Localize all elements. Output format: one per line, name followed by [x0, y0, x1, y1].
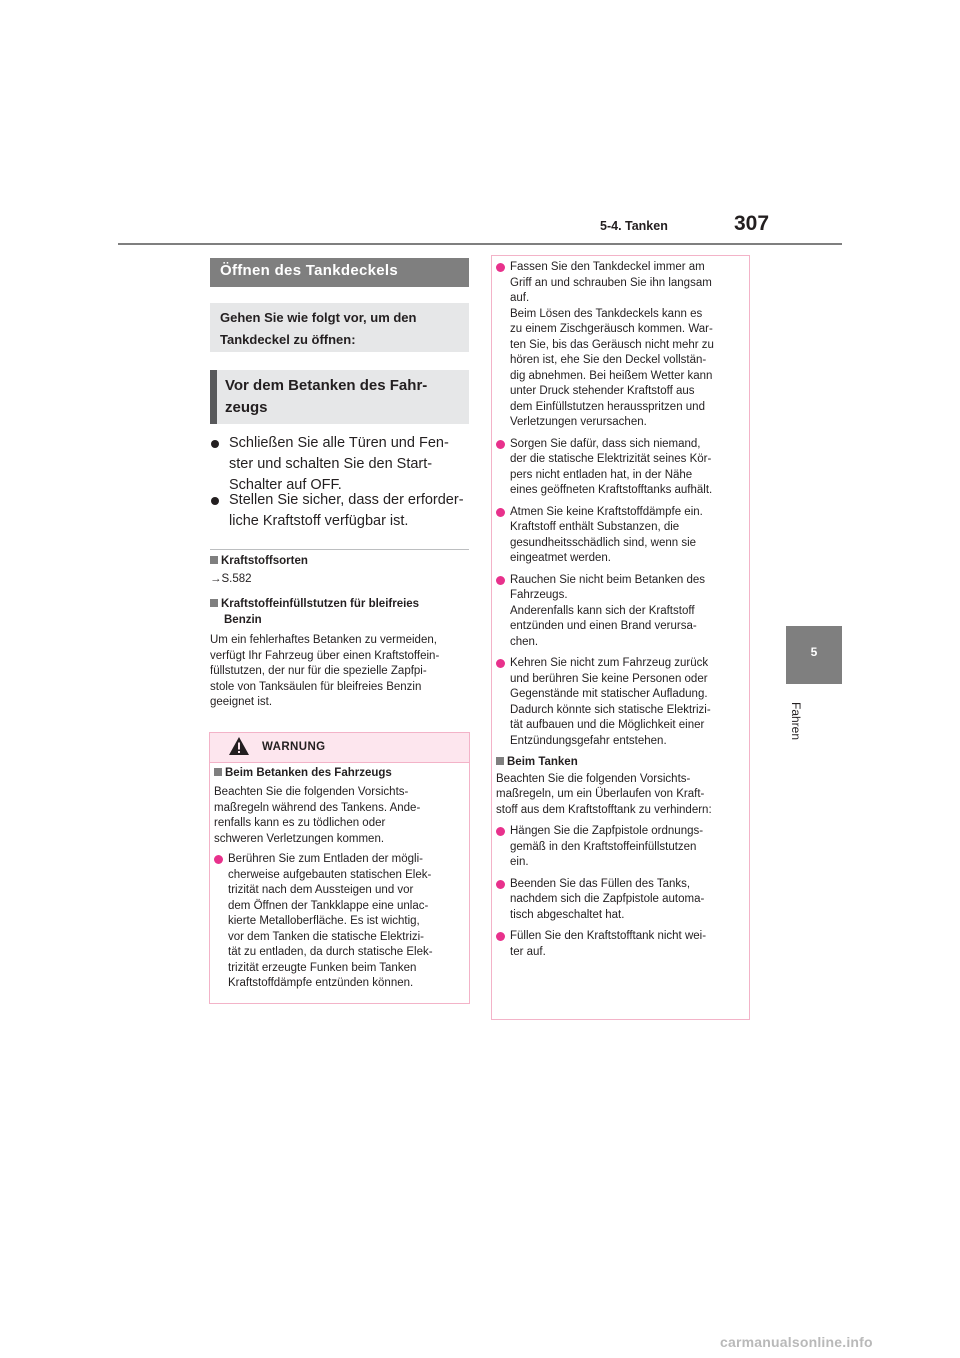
warning-heading: [214, 766, 464, 782]
page-number: 307: [734, 212, 770, 235]
page-reference-link[interactable]: →S.582: [210, 573, 252, 585]
section-heading: [210, 258, 469, 287]
warning-item-text: Atmen Sie keine Kraftstoffdämpfe ein. Kraftstoff enthält Substanzen, die gesundheitsschädlich sind, wenn sie eingeatmet werden.: [510, 505, 703, 564]
divider: [210, 549, 469, 550]
warning-item-text: Kehren Sie nicht zum Fahrzeug zurück und berühren Sie keine Personen oder Gegenstände mit statischer Aufladung. Dadurch könnte sich statische Elektrizi- tät aufbauen und die Möglichkeit einer Entzündungsgefahr entstehen.: [510, 657, 711, 747]
warning-item: [496, 505, 744, 567]
warning-label: WARNUNG: [262, 741, 326, 753]
subsection-heading: [210, 370, 469, 424]
warning-item-text: Füllen Sie den Kraftstofftank nicht wei- ter auf.: [510, 930, 707, 958]
warning-intro: Beachten Sie die folgenden Vorsichts- maßregeln, um ein Überlaufen von Kraft- stoff aus dem Kraftstofftank zu verhindern:: [496, 772, 712, 816]
warning-item: [496, 877, 744, 924]
square-bullet-icon: [496, 757, 504, 765]
subsection-heading-text: Vor dem Betanken des Fahr- zeugs: [225, 377, 428, 416]
info-heading-text: Kraftstoffsorten: [221, 555, 308, 567]
warning-item-text: Berühren Sie zum Entladen der mögli- cherweise aufgebauten statischen Elek- trizität nach dem Aussteigen und vor dem Öffnen der Tankklappe eine unlac- kierte Metalloberfläche. Es ist wichtig, vor dem Tanken die statische Elektrizi- tät zu entladen, da durch statische Elek- trizität erzeugte Funken beim Tanken Kraftstoffdämpfe entzünden können.: [228, 853, 433, 989]
intro-box: Gehen Sie wie folgt vor, um den Tankdeckel zu öffnen:: [210, 303, 469, 352]
info-text: Um ein fehlerhaftes Betanken zu vermeiden, verfügt Ihr Fahrzeug über einen Kraftstoffein- füllstutzen, der nur für die spezielle Zapfpi- stole von Tanksäulen für bleifreies Benzin geeignet ist.: [210, 634, 440, 708]
list-item: [210, 433, 472, 496]
bullet-icon: [496, 263, 505, 272]
info-heading: [210, 597, 484, 628]
info-heading: [210, 554, 470, 570]
warning-triangle-icon: [228, 736, 250, 756]
watermark: carmanualsonline.info: [720, 1334, 873, 1350]
bullet-icon: [496, 508, 505, 517]
bullet-icon: [211, 497, 219, 505]
warning-item: [496, 437, 744, 499]
bullet-icon: [496, 880, 505, 889]
bullet-icon: [496, 659, 505, 668]
warning-item: [496, 929, 744, 960]
warning-item: [214, 852, 466, 992]
chapter-tab[interactable]: [786, 626, 842, 684]
bullet-icon: [496, 827, 505, 836]
warning-item: [496, 656, 744, 749]
square-bullet-icon: [210, 556, 218, 564]
section-heading-text: Öffnen des Tankdeckels: [220, 262, 399, 279]
warning-item: [496, 824, 744, 871]
bullet-icon: [211, 440, 219, 448]
list-item-text: Stellen Sie sicher, dass der erforder- liche Kraftstoff verfügbar ist.: [229, 492, 464, 529]
square-bullet-icon: [214, 768, 222, 776]
bullet-icon: [496, 932, 505, 941]
chapter-number: 5: [810, 645, 818, 659]
warning-heading-text: Beim Tanken: [507, 756, 578, 768]
square-bullet-icon: [210, 599, 218, 607]
warning-item: [496, 260, 744, 431]
list-item: [210, 490, 472, 532]
warning-heading-text: Beim Betanken des Fahrzeugs: [225, 767, 392, 779]
bullet-icon: [214, 855, 223, 864]
chapter-label: Fahren: [789, 702, 803, 741]
warning-intro: Beachten Sie die folgenden Vorsichts- maßregeln während des Tankens. Ande- renfalls kann es zu tödlichen oder schweren Verletzungen kommen.: [214, 786, 421, 845]
warning-item-text: Beenden Sie das Füllen des Tanks, nachdem sich die Zapfpistole automa- tisch abgeschaltet hat.: [510, 877, 705, 921]
warning-item: [496, 573, 744, 651]
warning-item-text: Fassen Sie den Tankdeckel immer am Griff an und schrauben Sie ihn langsam auf. Beim Lösen des Tankdeckels kann es zu einem Zischgeräusch kommen. War- ten Sie, bis das Geräusch nicht mehr zu hören ist, ehe Sie den Deckel vollstän- dig abnehmen. Bei heißem Wetter kann unter Druck stehender Kraftstoff aus dem Einfüllstutzen herausspritzen und Verletzungen verursachen.: [510, 261, 714, 428]
section-title: 5-4. Tanken: [600, 219, 668, 233]
warning-item-text: Hängen Sie die Zapfpistole ordnungs- gemäß in den Kraftstoffeinfüllstutzen ein.: [510, 825, 704, 868]
list-item-text: Schließen Sie alle Türen und Fen- ster und schalten Sie den Start- Schalter auf OFF.: [229, 435, 449, 493]
warning-item-text: Rauchen Sie nicht beim Betanken des Fahrzeugs. Anderenfalls kann sich der Kraftstoff entzünden und einen Brand verursa- chen.: [510, 573, 705, 648]
header-divider: [118, 243, 842, 245]
warning-divider: [210, 762, 469, 763]
warning-heading: [496, 755, 744, 771]
warning-continued-column: [496, 260, 744, 966]
bullet-icon: [496, 576, 505, 585]
warning-item-text: Sorgen Sie dafür, dass sich niemand, der die statische Elektrizität seines Kör- pers nicht entladen hat, in der Nähe eines geöffneten Kraftstofftanks aufhält.: [510, 437, 713, 496]
info-heading-text: Kraftstoffeinfüllstutzen für bleifreies Benzin: [221, 598, 420, 626]
bullet-icon: [496, 440, 505, 449]
